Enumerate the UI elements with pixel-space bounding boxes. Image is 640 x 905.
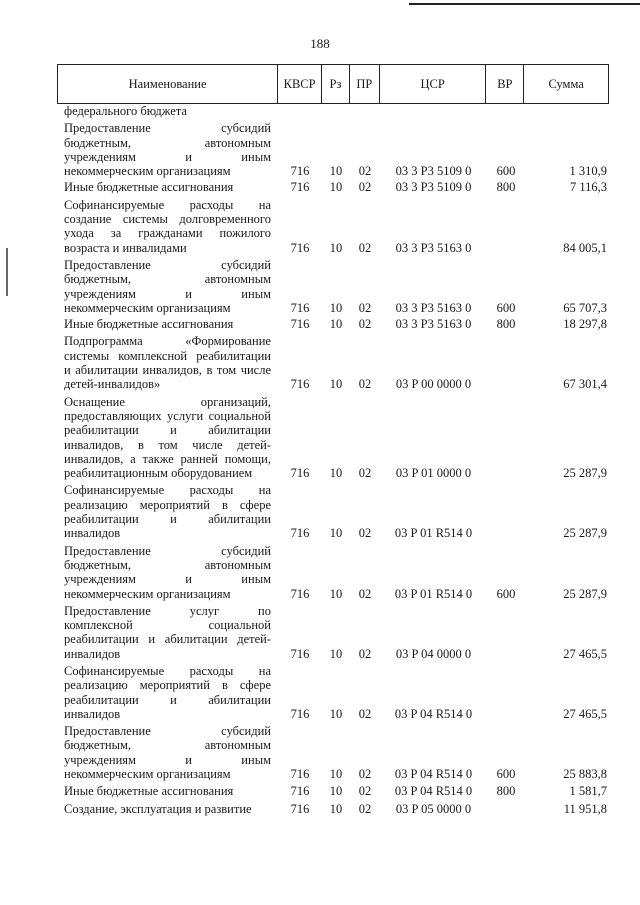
cell-csr: 03 P 00 0000 0 — [395, 377, 472, 392]
row-name-line: Создание, эксплуатация и развитие — [64, 801, 252, 816]
table-row — [57, 121, 609, 178]
row-name-line: учреждениям и иным — [64, 752, 271, 767]
cell-pr: 02 — [358, 317, 372, 332]
row-name-line: инвалидов — [64, 526, 121, 541]
row-name-line: Оснащение организаций, — [64, 394, 271, 409]
row-name — [57, 724, 271, 781]
cell-kvsr: 716 — [290, 164, 310, 179]
row-name-line: Иные бюджетные ассигнования — [64, 784, 234, 799]
table-row — [57, 258, 609, 315]
row-name-line: Подпрограмма «Формирование — [64, 334, 271, 349]
cell-csr: 03 P 04 R514 0 — [394, 706, 473, 721]
table-row — [57, 664, 609, 721]
row-name-line: системы комплексной реабилитации — [64, 348, 271, 363]
table-body — [57, 104, 609, 816]
cell-vr: 800 — [496, 784, 516, 799]
row-name-line: инвалидов — [64, 706, 121, 721]
cell-csr: 03 P 01 0000 0 — [395, 466, 472, 481]
table-row — [57, 317, 609, 331]
row-name-line: Предоставление субсидий — [64, 543, 271, 558]
row-name-line: Софинансируемые расходы на — [64, 483, 271, 498]
table-row — [57, 483, 609, 540]
cell-csr: 03 3 P3 5163 0 — [395, 240, 472, 255]
cell-csr: 03 P 01 R514 0 — [394, 586, 473, 601]
row-name-line: инвалидов — [64, 646, 121, 661]
row-name-line: реабилитации и абилитации детей- — [64, 632, 271, 647]
cell-sum: 65 707,3 — [563, 300, 607, 315]
cell-kvsr: 716 — [290, 180, 310, 195]
row-name-line: Предоставление услуг по — [64, 603, 271, 618]
cell-pr: 02 — [358, 586, 372, 601]
row-name-line: Иные бюджетные ассигнования — [64, 317, 234, 332]
cell-rz: 10 — [329, 317, 343, 332]
cell-sum: 67 301,4 — [563, 377, 607, 392]
row-name — [57, 604, 271, 661]
table-row — [57, 802, 609, 816]
cell-rz: 10 — [329, 646, 343, 661]
top-rule — [409, 3, 640, 5]
cell-sum: 25 883,8 — [563, 767, 607, 782]
header-name: Наименование — [58, 65, 278, 103]
cell-kvsr: 716 — [290, 646, 310, 661]
cell-csr: 03 P 04 0000 0 — [395, 646, 472, 661]
header-sum: Сумма — [548, 76, 584, 91]
row-name-line: некоммерческим организациям — [64, 767, 231, 782]
row-name — [57, 784, 271, 798]
header-csr: ЦСР — [380, 65, 487, 103]
row-name-line: учреждениям и иным — [64, 572, 271, 587]
row-name-line: Софинансируемые расходы на — [64, 197, 271, 212]
row-name-line: создание системы долговременного — [64, 212, 271, 227]
cell-csr: 03 3 P3 5163 0 — [395, 317, 472, 332]
cell-sum: 7 116,3 — [569, 180, 607, 195]
row-name-line: Иные бюджетные ассигнования — [64, 180, 234, 195]
row-name-line: бюджетным, автономным — [64, 272, 271, 287]
cell-csr: 03 P 04 R514 0 — [394, 767, 473, 782]
row-name-line: некоммерческим организациям — [64, 300, 231, 315]
cell-pr: 02 — [358, 706, 372, 721]
row-name — [57, 334, 271, 391]
row-name-line: бюджетным, автономным — [64, 738, 271, 753]
cell-rz: 10 — [329, 586, 343, 601]
row-name-line: бюджетным, автономным — [64, 557, 271, 572]
cell-kvsr: 716 — [290, 706, 310, 721]
cell-pr: 02 — [358, 767, 372, 782]
cell-kvsr: 716 — [290, 526, 310, 541]
cell-kvsr: 716 — [290, 377, 310, 392]
header-vr: ВР — [486, 65, 524, 103]
row-name-line: федерального бюджета — [64, 104, 187, 118]
row-name — [57, 104, 271, 118]
table-row — [57, 334, 609, 391]
cell-pr: 02 — [358, 300, 372, 315]
row-name-line: и абилитации инвалидов, в том числе — [64, 363, 271, 378]
table-row — [57, 395, 609, 481]
cell-rz: 10 — [329, 784, 343, 799]
scan-margin-mark — [6, 248, 8, 296]
cell-vr: 800 — [496, 180, 516, 195]
cell-rz: 10 — [329, 706, 343, 721]
cell-pr: 02 — [358, 466, 372, 481]
table-row — [57, 784, 609, 798]
cell-rz: 10 — [329, 526, 343, 541]
cell-rz: 10 — [329, 466, 343, 481]
table-row — [57, 180, 609, 194]
header-kvsr: КВСР — [278, 65, 322, 103]
cell-sum: 84 005,1 — [563, 240, 607, 255]
cell-rz: 10 — [329, 767, 343, 782]
row-name-line: Софинансируемые расходы на — [64, 663, 271, 678]
header-pr: ПР — [350, 65, 380, 103]
row-name-line: детей-инвалидов» — [64, 377, 161, 392]
header-rz: Рз — [322, 65, 350, 103]
cell-sum: 18 297,8 — [563, 317, 607, 332]
row-name-line: Предоставление субсидий — [64, 724, 271, 739]
row-name — [57, 317, 271, 331]
page-number: 188 — [310, 36, 330, 51]
row-name — [57, 258, 271, 315]
cell-kvsr: 716 — [290, 240, 310, 255]
cell-sum: 1 310,9 — [569, 164, 607, 179]
row-name — [57, 664, 271, 721]
table-row — [57, 544, 609, 601]
cell-kvsr: 716 — [290, 300, 310, 315]
cell-sum: 27 465,5 — [563, 706, 607, 721]
cell-kvsr: 716 — [290, 317, 310, 332]
table-row — [57, 724, 609, 781]
cell-csr: 03 3 P3 5109 0 — [395, 164, 472, 179]
cell-pr: 02 — [358, 801, 372, 816]
cell-pr: 02 — [358, 526, 372, 541]
row-name-line: реабилитации и абилитации — [64, 423, 271, 438]
cell-vr: 600 — [496, 767, 516, 782]
cell-rz: 10 — [329, 300, 343, 315]
cell-sum: 25 287,9 — [563, 586, 607, 601]
row-name-line: реабилитации и абилитации — [64, 692, 271, 707]
cell-pr: 02 — [358, 646, 372, 661]
cell-pr: 02 — [358, 377, 372, 392]
table-row — [57, 604, 609, 661]
cell-vr: 800 — [496, 317, 516, 332]
cell-sum: 27 465,5 — [563, 646, 607, 661]
row-name-line: инвалидов, а также ранней помощи, — [64, 451, 271, 466]
cell-kvsr: 716 — [290, 801, 310, 816]
cell-csr: 03 P 01 R514 0 — [394, 526, 473, 541]
cell-pr: 02 — [358, 164, 372, 179]
row-name-line: бюджетным, автономным — [64, 135, 271, 150]
row-name-line: реализацию мероприятий в сфере — [64, 497, 271, 512]
row-name — [57, 802, 271, 816]
cell-pr: 02 — [358, 784, 372, 799]
cell-kvsr: 716 — [290, 767, 310, 782]
cell-csr: 03 3 P3 5163 0 — [395, 300, 472, 315]
row-name-line: реабилитации и абилитации — [64, 512, 271, 527]
row-name-line: предоставляющих услуги социальной — [64, 408, 271, 423]
cell-csr: 03 P 04 R514 0 — [394, 784, 473, 799]
cell-vr: 600 — [496, 586, 516, 601]
cell-sum: 11 951,8 — [563, 801, 607, 816]
row-name-line: реализацию мероприятий в сфере — [64, 678, 271, 693]
cell-rz: 10 — [329, 377, 343, 392]
row-name-line: учреждениям и иным — [64, 286, 271, 301]
table-header — [57, 64, 609, 104]
cell-kvsr: 716 — [290, 466, 310, 481]
cell-rz: 10 — [329, 801, 343, 816]
cell-csr: 03 3 P3 5109 0 — [395, 180, 472, 195]
cell-vr: 600 — [496, 164, 516, 179]
row-name — [57, 544, 271, 601]
row-name — [57, 180, 271, 194]
row-name-line: Предоставление субсидий — [64, 257, 271, 272]
row-name-line: учреждениям и иным — [64, 149, 271, 164]
table-row — [57, 198, 609, 255]
cell-rz: 10 — [329, 240, 343, 255]
cell-rz: 10 — [329, 180, 343, 195]
cell-sum: 25 287,9 — [563, 526, 607, 541]
row-name-line: инвалидов, в том числе детей- — [64, 437, 271, 452]
table-row — [57, 104, 609, 118]
cell-kvsr: 716 — [290, 784, 310, 799]
cell-sum: 1 581,7 — [569, 784, 607, 799]
row-name-line: некоммерческим организациям — [64, 586, 231, 601]
cell-sum: 25 287,9 — [563, 466, 607, 481]
cell-pr: 02 — [358, 180, 372, 195]
cell-rz: 10 — [329, 164, 343, 179]
row-name — [57, 121, 271, 178]
row-name-line: реабилитационным оборудованием — [64, 466, 253, 481]
row-name-line: некоммерческим организациям — [64, 164, 231, 179]
row-name — [57, 483, 271, 540]
cell-vr: 600 — [496, 300, 516, 315]
row-name — [57, 395, 271, 481]
cell-csr: 03 P 05 0000 0 — [395, 801, 472, 816]
row-name-line: комплексной социальной — [64, 618, 271, 633]
row-name — [57, 198, 271, 255]
row-name-line: Предоставление субсидий — [64, 121, 271, 136]
row-name-line: ухода за гражданами пожилого — [64, 226, 271, 241]
cell-pr: 02 — [358, 240, 372, 255]
cell-kvsr: 716 — [290, 586, 310, 601]
row-name-line: возраста и инвалидами — [64, 240, 187, 255]
